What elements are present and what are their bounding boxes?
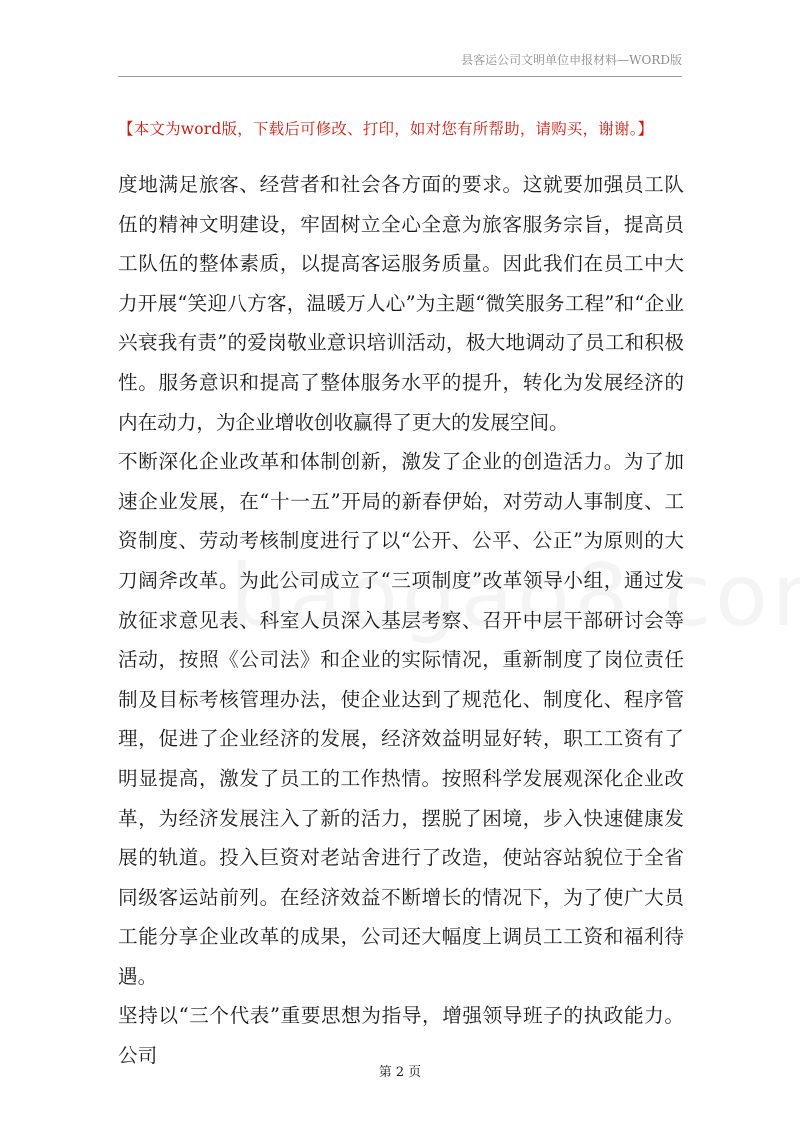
page-number: 第 2 页 bbox=[378, 1065, 422, 1080]
header-title: 县客运公司文明单位申报材料—WORD版 bbox=[461, 53, 682, 67]
download-notice: 【本文为word版，下载后可修改、打印，如对您有所帮助，请购买，谢谢。】 bbox=[118, 120, 654, 138]
page-header bbox=[118, 50, 682, 77]
document-body bbox=[118, 165, 684, 1076]
paragraph-3: 坚持以“三个代表”重要思想为指导，增强领导班子的执政能力。公司 bbox=[118, 1004, 684, 1068]
paragraph-1: 度地满足旅客、经营者和社会各方面的要求。这就要加强员工队伍的精神文明建设，牢固树立全心全意为旅客服务宗旨，提高员工队伍的整体素质，以提高客运服务质量。因此我们在员工中大力开展“笑迎八方客，温暖万人心”为主题“微笑服务工程”和“企业兴衰我有责”的爱岗敬业意识培训活动，极大地调动了员工和积极性。服务意识和提高了整体服务水平的提升，转化为发展经济的内在动力，为企业增收创收赢得了更大的发展空间。 bbox=[118, 173, 684, 434]
paragraph-2: 不断深化企业改革和体制创新，激发了企业的创造活力。为了加速企业发展，在“十一五”开局的新春伊始，对劳动人事制度、工资制度、劳动考核制度进行了以“公开、公平、公正”为原则的大刀阔斧改革。为此公司成立了“三项制度”改革领导小组，通过发放征求意见表、科室人员深入基层考察、召开中层干部研讨会等活动，按照《公司法》和企业的实际情况，重新制度了岗位责任制及目标考核管理办法，使企业达到了规范化、制度化、程序管理，促进了企业经济的发展，经济效益明显好转，职工工资有了明显提高，激发了员工的工作热情。按照科学发展观深化企业改革，为经济发展注入了新的活力，摆脱了困境，步入快速健康发展的轨道。投入巨资对老站舍进行了改造，使站容站貌位于全省同级客运站前列。在经济效益不断增长的情况下，为了使广大员工能分享企业改革的成果，公司还大幅度上调员工工资和福利待遇。 bbox=[118, 450, 684, 988]
